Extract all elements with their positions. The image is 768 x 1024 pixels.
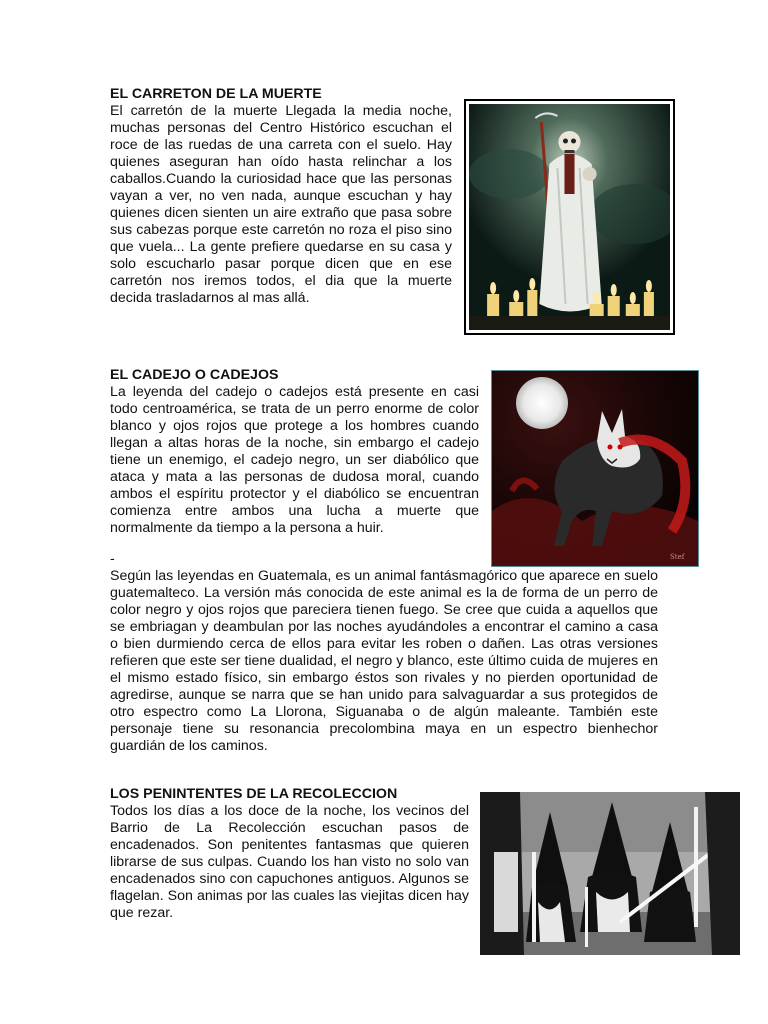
section-paragraph-carreton: El carretón de la muerte Llegada la media noche, muchas personas del Centro Histórico escuchan el roce de las ruedas de una carreta con el suelo. Hay quienes aseguran han oído hasta relinchar a los caballos.Cuando la curiosidad hace que las personas vayan a ver, no ven nada, aunque escuchan y hay quienes dicen sienten un aire extraño que pasa sobre sus cabezas porque este carretón no roza el piso sino que vuela... La gente prefiere quedarse en su casa y solo escucharlo pasar porque dicen que en ese carretón nos iremos todos, el dia que la muerte decida trasladarnos al mas allá. — [110, 103, 452, 306]
hooded-penitents-image — [480, 792, 740, 955]
section-title-cadejo: EL CADEJO O CADEJOS — [110, 367, 279, 383]
wolf-under-moon-image — [491, 370, 699, 567]
skeleton-with-candles-image — [464, 99, 675, 335]
svg-text:Stef: Stef — [670, 553, 685, 561]
section-title-penitentes: LOS PENINTENTES DE LA RECOLECCION — [110, 786, 398, 802]
section-paragraph-cadejo-2: Según las leyendas en Guatemala, es un animal fantásmagórico que aparece en suelo guatemalteco. La versión más conocida de este animal es la de forma de un perro de color negro y ojos rojos que pareciera tienen fuego. Se cree que cuida a aquellos que se embriagan y deambulan por las noches ayudándoles a encontrar el camino a casa o bien durmiendo cerca de ellos para evitar les roben o dañen. Las otras versiones refieren que este ser tiene dualidad, el negro y blanco, este último cuida de mujeres en el mismo estado físico, sin embargo éstos son rivales y no pierden oportunidad de agredirse, aunque se narra que se han unido para salvaguardar a sus protegidos de otro espectro como La Llorona, Siguanaba o de algún maleante. También este personaje tiene su resonancia precolombina maya en un espectro bienhechor guardián de los caminos. — [110, 568, 658, 754]
section-title-carreton: EL CARRETON DE LA MUERTE — [110, 86, 322, 102]
separator-dash: - — [110, 551, 115, 567]
section-paragraph-penitentes: Todos los días a los doce de la noche, los vecinos del Barrio de La Recolección escuchan pasos de encadenados. Son penitentes fantasmas que quieren librarse de sus culpas. Cuando los han visto no solo van encadenados sino con capuchones antiguos. Algunos se flagelan. Son animas por las cuales las viejitas dicen hay que rezar. — [110, 803, 469, 921]
section-paragraph-cadejo: La leyenda del cadejo o cadejos está presente en casi todo centroamérica, se trata de un perro enorme de color blanco y ojos rojos que protege a los hombres cuando llegan a altas horas de la noche, sin embargo el cadejo tiene un enemigo, el cadejo negro, un ser diabólico que ataca y mata a las personas de dudosa moral, cuando ambos el espíritu protector y el diabólico se encuentran comienza entre ambos una lucha a muerte que normalmente da tiempo a la persona a huir. — [110, 384, 479, 536]
